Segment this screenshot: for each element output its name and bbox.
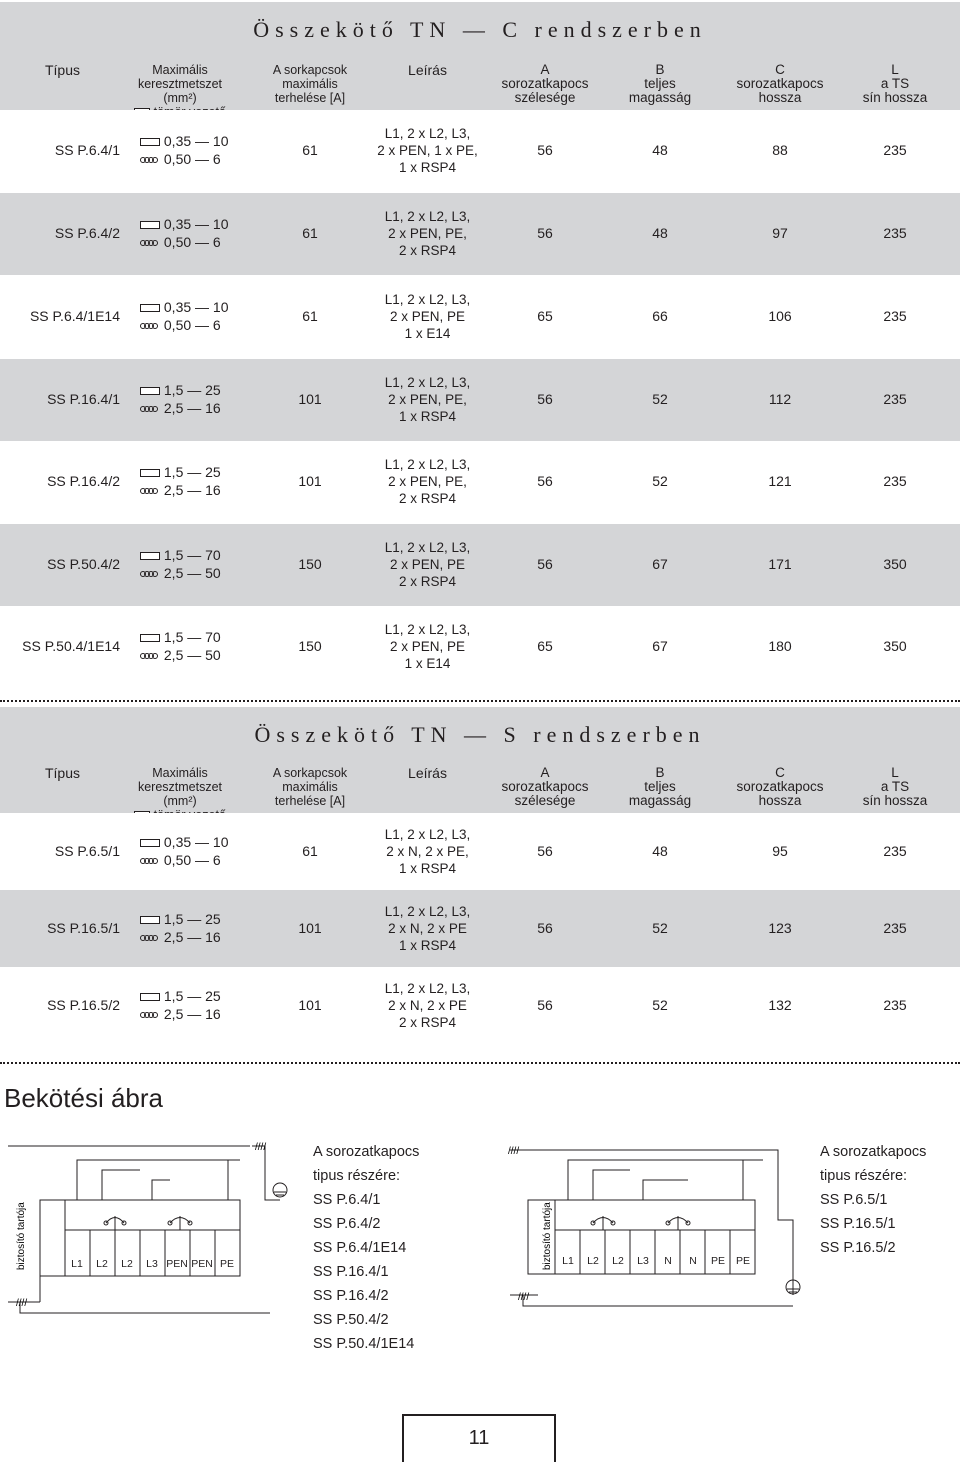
load-cell: 61 [302, 842, 318, 859]
four-wire-mark: //// [255, 1142, 267, 1153]
header-description: Leírás [408, 765, 447, 781]
a-cell: 65 [537, 638, 553, 654]
header-cross-section: Maximális keresztmetszet (mm²) [120, 766, 240, 837]
header-b: B teljes magasság [628, 62, 692, 105]
solid-wire-icon [140, 464, 160, 480]
table-row [0, 524, 960, 606]
header-c: C sorozatkapocs hossza [736, 765, 824, 808]
type-cell: SS P.50.4/1E14 [22, 638, 120, 654]
left-type-list: A sorozatkapocs tipus részére: SS P.6.4/1 SS P.6.4/2 SS P.6.4/1E14 SS P.16.4/1 SS P.16.4/2 SS P.50.4/2 SS P.50.4/1E14 [313, 1140, 419, 1356]
load-cell: 101 [298, 919, 322, 936]
l-cell: 235 [883, 473, 907, 489]
header-type: Típus [44, 62, 80, 78]
load-cell: 101 [298, 473, 322, 489]
cross-section-cell: 1,5 — 25 2,5 — 16 [140, 910, 250, 946]
load-cell: 150 [298, 556, 322, 572]
terminal-label: L2 [587, 1255, 599, 1267]
terminal-label: PE [710, 1255, 726, 1267]
terminal-label: L2 [96, 1258, 108, 1270]
b-cell: 48 [652, 225, 668, 241]
c-cell: 106 [768, 308, 792, 324]
header-type: Típus [44, 765, 80, 781]
load-cell: 61 [302, 308, 318, 324]
c-cell: 88 [772, 142, 788, 158]
load-cell: 61 [302, 142, 318, 158]
load-cell: 150 [298, 638, 322, 654]
l-cell: 235 [883, 142, 907, 158]
separator-dotted [0, 1062, 960, 1064]
header-a: A sorozatkapocs szélesége [501, 62, 589, 105]
description-cell: L1, 2 x L2, L3, 2 x N, 2 x PE 2 x RSP4 [384, 980, 471, 1030]
terminal-label: PEN [191, 1258, 213, 1270]
terminal-label: N [664, 1255, 672, 1267]
stranded-wire-icon [140, 400, 160, 416]
list-item: SS P.50.4/1E14 [313, 1336, 415, 1352]
c-cell: 95 [772, 842, 788, 859]
stranded-wire-icon [140, 647, 160, 663]
c-cell: 132 [768, 996, 792, 1013]
four-wire-mark: //// [16, 1298, 28, 1309]
header-c: C sorozatkapocs hossza [736, 62, 824, 105]
terminal-label: L1 [562, 1255, 574, 1267]
stranded-wire-icon [140, 565, 160, 581]
l-cell: 235 [883, 842, 907, 859]
b-cell: 52 [652, 473, 668, 489]
b-cell: 48 [652, 142, 668, 158]
header-load: A sorkapcsok maximális terhelése [A] [272, 766, 348, 808]
description-cell: L1, 2 x L2, L3, 2 x PEN, PE, 1 x RSP4 [384, 375, 471, 424]
table-row [0, 606, 960, 688]
type-cell: SS P.16.4/1 [47, 391, 120, 407]
a-cell: 56 [537, 842, 553, 859]
stranded-wire-icon [140, 151, 160, 167]
list-item: SS P.6.4/1 [313, 1192, 381, 1208]
solid-wire-icon [140, 547, 160, 563]
cross-section-cell: 1,5 — 25 2,5 — 16 [140, 463, 250, 499]
type-cell: SS P.50.4/2 [47, 556, 120, 572]
list-item: SS P.6.4/2 [313, 1216, 381, 1232]
table-row [0, 193, 960, 275]
solid-wire-icon [140, 834, 160, 850]
cross-section-cell: 0,35 — 10 0,50 — 6 [140, 833, 250, 869]
holder-label: biztosító tartója [542, 1202, 553, 1270]
list-item: SS P.6.4/1E14 [313, 1240, 407, 1256]
stranded-wire-icon [140, 317, 160, 333]
l-cell: 235 [883, 391, 907, 407]
solid-wire-icon [140, 382, 160, 398]
terminal-label: L2 [612, 1255, 624, 1267]
terminal-label: L3 [146, 1258, 158, 1270]
table-row [0, 441, 960, 523]
stranded-wire-icon [140, 1006, 160, 1022]
a-cell: 56 [537, 556, 553, 572]
a-cell: 56 [537, 225, 553, 241]
table-row [0, 110, 960, 192]
table2-title: Összekötő TN — S rendszerben [0, 707, 960, 763]
header-description: Leírás [408, 62, 447, 78]
type-cell: SS P.6.4/2 [54, 225, 120, 241]
table-row [0, 813, 960, 890]
wiring-diagram-tn-s [498, 1130, 818, 1320]
type-cell: SS P.6.4/1E14 [29, 308, 120, 324]
c-cell: 121 [768, 473, 792, 489]
header-load: A sorkapcsok maximális terhelése [A] [272, 63, 348, 105]
a-cell: 56 [537, 996, 553, 1013]
solid-wire-icon [140, 133, 160, 149]
header-a: A sorozatkapocs szélesége [501, 765, 589, 808]
c-cell: 171 [768, 556, 792, 572]
wiring-heading: Bekötési ábra [4, 1083, 163, 1113]
four-wire-mark: //// [508, 1146, 520, 1157]
terminal-label: PEN [166, 1258, 188, 1270]
l-cell: 350 [883, 638, 907, 654]
l-cell: 235 [883, 996, 907, 1013]
stranded-wire-icon [140, 234, 160, 250]
l-cell: 235 [883, 919, 907, 936]
description-cell: L1, 2 x L2, L3, 2 x PEN, PE 2 x RSP4 [384, 540, 471, 589]
a-cell: 56 [537, 142, 553, 158]
holder-label: biztosító tartója [16, 1202, 27, 1270]
list-item: SS P.16.4/1 [313, 1264, 389, 1280]
list-item: SS P.16.5/1 [820, 1216, 896, 1232]
description-cell: L1, 2 x L2, L3, 2 x PEN, 1 x PE, 1 x RSP4 [377, 126, 478, 175]
load-cell: 101 [298, 996, 322, 1013]
b-cell: 48 [652, 842, 668, 859]
b-cell: 66 [652, 308, 668, 324]
cross-section-cell: 0,35 — 10 0,50 — 6 [140, 298, 250, 334]
load-cell: 61 [302, 225, 318, 241]
solid-wire-icon [140, 629, 160, 645]
cross-section-cell: 1,5 — 70 2,5 — 50 [140, 628, 250, 664]
header-l: L a TS sín hossza [862, 765, 928, 808]
wiring-diagram-tn-c [0, 1130, 310, 1320]
a-cell: 65 [537, 308, 553, 324]
cross-section-cell: 1,5 — 70 2,5 — 50 [140, 546, 250, 582]
terminal-label: PE [219, 1258, 235, 1270]
table1-header [0, 57, 960, 110]
b-cell: 52 [652, 391, 668, 407]
table2-header [0, 760, 960, 813]
cross-section-cell: 0,35 — 10 0,50 — 6 [140, 132, 250, 168]
cross-section-cell: 1,5 — 25 2,5 — 16 [140, 381, 250, 417]
page-number: 11 [402, 1414, 556, 1462]
type-cell: SS P.6.4/1 [54, 142, 120, 158]
description-cell: L1, 2 x L2, L3, 2 x PEN, PE 1 x E14 [384, 622, 471, 671]
right-type-list: A sorozatkapocs tipus részére: SS P.6.5/1 SS P.16.5/1 SS P.16.5/2 [820, 1140, 926, 1260]
load-cell: 101 [298, 391, 322, 407]
description-cell: L1, 2 x L2, L3, 2 x PEN, PE, 2 x RSP4 [384, 457, 471, 506]
b-cell: 67 [652, 638, 668, 654]
table-row [0, 967, 960, 1044]
l-cell: 235 [883, 308, 907, 324]
terminal-label: L1 [71, 1258, 83, 1270]
solid-wire-icon [140, 299, 160, 315]
type-cell: SS P.16.5/1 [47, 919, 120, 936]
type-cell: SS P.16.4/2 [47, 473, 120, 489]
stranded-wire-icon [140, 482, 160, 498]
description-cell: L1, 2 x L2, L3, 2 x PEN, PE 1 x E14 [384, 292, 471, 341]
b-cell: 52 [652, 919, 668, 936]
c-cell: 112 [768, 391, 792, 407]
separator-dotted [0, 700, 960, 702]
c-cell: 97 [772, 225, 788, 241]
terminal-label: N [689, 1255, 697, 1267]
list-item: SS P.16.5/2 [820, 1240, 896, 1256]
l-cell: 350 [883, 556, 907, 572]
b-cell: 67 [652, 556, 668, 572]
a-cell: 56 [537, 473, 553, 489]
table-row [0, 890, 960, 967]
header-l: L a TS sín hossza [862, 62, 928, 105]
type-cell: SS P.6.5/1 [54, 842, 120, 859]
a-cell: 56 [537, 391, 553, 407]
solid-wire-icon [140, 988, 160, 1004]
solid-wire-icon [140, 216, 160, 232]
description-cell: L1, 2 x L2, L3, 2 x PEN, PE, 2 x RSP4 [384, 209, 471, 258]
list-item: SS P.50.4/2 [313, 1312, 389, 1328]
stranded-wire-icon [140, 852, 160, 868]
stranded-wire-icon [140, 929, 160, 945]
c-cell: 123 [768, 919, 792, 936]
type-cell: SS P.16.5/2 [47, 996, 120, 1013]
description-cell: L1, 2 x L2, L3, 2 x N, 2 x PE 1 x RSP4 [384, 903, 471, 953]
four-wire-mark: //// [518, 1292, 530, 1303]
cross-section-cell: 0,35 — 10 0,50 — 6 [140, 215, 250, 251]
l-cell: 235 [883, 225, 907, 241]
description-cell: L1, 2 x L2, L3, 2 x N, 2 x PE, 1 x RSP4 [384, 826, 471, 876]
table-row [0, 359, 960, 441]
c-cell: 180 [768, 638, 792, 654]
header-cross-section: Maximális keresztmetszet (mm²) [120, 63, 240, 134]
table-row [0, 276, 960, 358]
solid-wire-icon [140, 911, 160, 927]
terminal-label: L2 [121, 1258, 133, 1270]
a-cell: 56 [537, 919, 553, 936]
table1-title: Összekötő TN — C rendszerben [0, 2, 960, 58]
list-item: SS P.16.4/2 [313, 1288, 389, 1304]
header-b: B teljes magasság [628, 765, 692, 808]
terminal-label: PE [735, 1255, 751, 1267]
b-cell: 52 [652, 996, 668, 1013]
list-item: SS P.6.5/1 [820, 1192, 888, 1208]
terminal-label: L3 [637, 1255, 649, 1267]
cross-section-cell: 1,5 — 25 2,5 — 16 [140, 987, 250, 1023]
